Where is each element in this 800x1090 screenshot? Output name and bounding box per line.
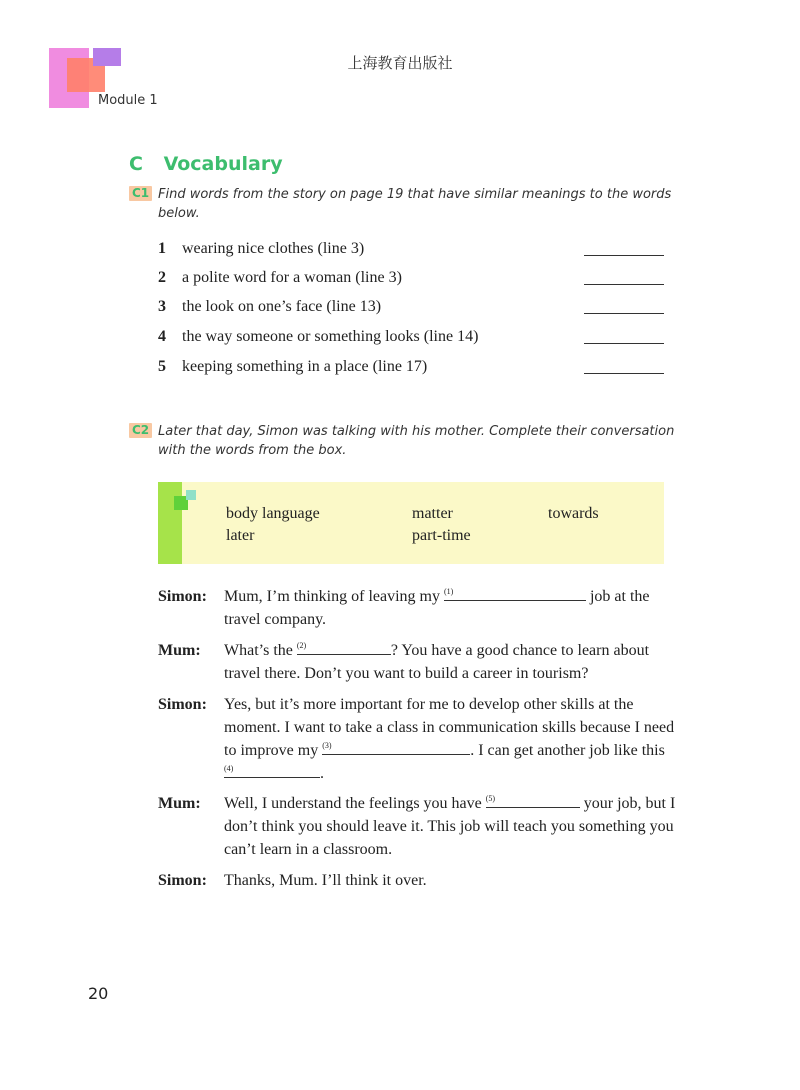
speaker-simon: Simon: xyxy=(158,588,207,605)
speech-text: Thanks, Mum. I’ll think it over. xyxy=(224,872,427,889)
gap-blank-2[interactable]: (2) xyxy=(297,640,391,655)
c1-instruction: Find words from the story on page 19 that have similar meanings to the words below. xyxy=(158,187,672,221)
vocab-number: 4 xyxy=(158,328,166,345)
vocab-item xyxy=(158,240,664,262)
answer-blank[interactable] xyxy=(584,343,664,344)
vocab-text: a polite word for a woman (line 3) xyxy=(182,269,402,286)
vocab-number: 5 xyxy=(158,358,166,375)
page-number: 20 xyxy=(88,984,109,1003)
speech-text: Well, I understand the feelings you have (5) your job, but I don’t think you should leave it. This job will teach you something you can’t learn in a classroom. xyxy=(224,794,676,858)
gap-blank-4[interactable]: (4) xyxy=(224,763,320,778)
vocab-item xyxy=(158,298,664,320)
vocab-number: 1 xyxy=(158,240,166,257)
section-title xyxy=(129,153,283,175)
vocab-number: 3 xyxy=(158,298,166,315)
word-option: matter xyxy=(412,505,453,522)
speech-text: Yes, but it’s more important for me to develop other skills at the moment. I want to take a class in communication skills because I need to improve my (3) . I can get another job like this (4) . xyxy=(224,696,675,782)
speaker-mum: Mum: xyxy=(158,642,201,659)
speech-text: Mum, I’m thinking of leaving my (1) job at the travel company. xyxy=(224,587,650,628)
vocab-text: the look on one’s face (line 13) xyxy=(182,298,382,315)
vocab-text: wearing nice clothes (line 3) xyxy=(182,240,365,257)
speaker-simon: Simon: xyxy=(158,872,207,889)
gap-blank-1[interactable]: (1) xyxy=(444,586,586,601)
speech-text: What’s the (2) ? You have a good chance to learn about travel there. Don’t you want to build a career in tourism? xyxy=(224,641,650,682)
c2-instruction: Later that day, Simon was talking with his mother. Complete their conversation with the words from the box. xyxy=(158,424,675,458)
section-name: Vocabulary xyxy=(163,153,283,175)
answer-blank[interactable] xyxy=(584,313,664,314)
word-box-stripe xyxy=(158,482,182,564)
publisher-header: 上海教育出版社 xyxy=(347,54,453,72)
gap-blank-3[interactable]: (3) xyxy=(322,740,470,755)
word-option: towards xyxy=(548,505,599,522)
module-label: Module 1 xyxy=(98,93,158,108)
c2-badge: C2 xyxy=(129,423,152,438)
answer-blank[interactable] xyxy=(584,284,664,285)
word-option: body language xyxy=(226,505,320,522)
word-box xyxy=(158,482,664,564)
word-option: later xyxy=(226,527,255,544)
vocab-text: keeping something in a place (line 17) xyxy=(182,358,428,375)
vocab-item xyxy=(158,269,664,291)
word-option: part-time xyxy=(412,527,471,544)
answer-blank[interactable] xyxy=(584,373,664,374)
vocab-item xyxy=(158,358,664,380)
answer-blank[interactable] xyxy=(584,255,664,256)
logo-purple-block xyxy=(93,48,121,66)
vocab-item xyxy=(158,328,664,350)
speaker-simon: Simon: xyxy=(158,696,207,713)
speaker-mum: Mum: xyxy=(158,795,201,812)
vocab-number: 2 xyxy=(158,269,166,286)
gap-blank-5[interactable]: (5) xyxy=(486,793,580,808)
section-letter: C xyxy=(129,153,143,175)
vocab-text: the way someone or something looks (line 14) xyxy=(182,328,479,345)
word-box-square-small xyxy=(186,490,196,500)
c1-badge: C1 xyxy=(129,186,152,201)
